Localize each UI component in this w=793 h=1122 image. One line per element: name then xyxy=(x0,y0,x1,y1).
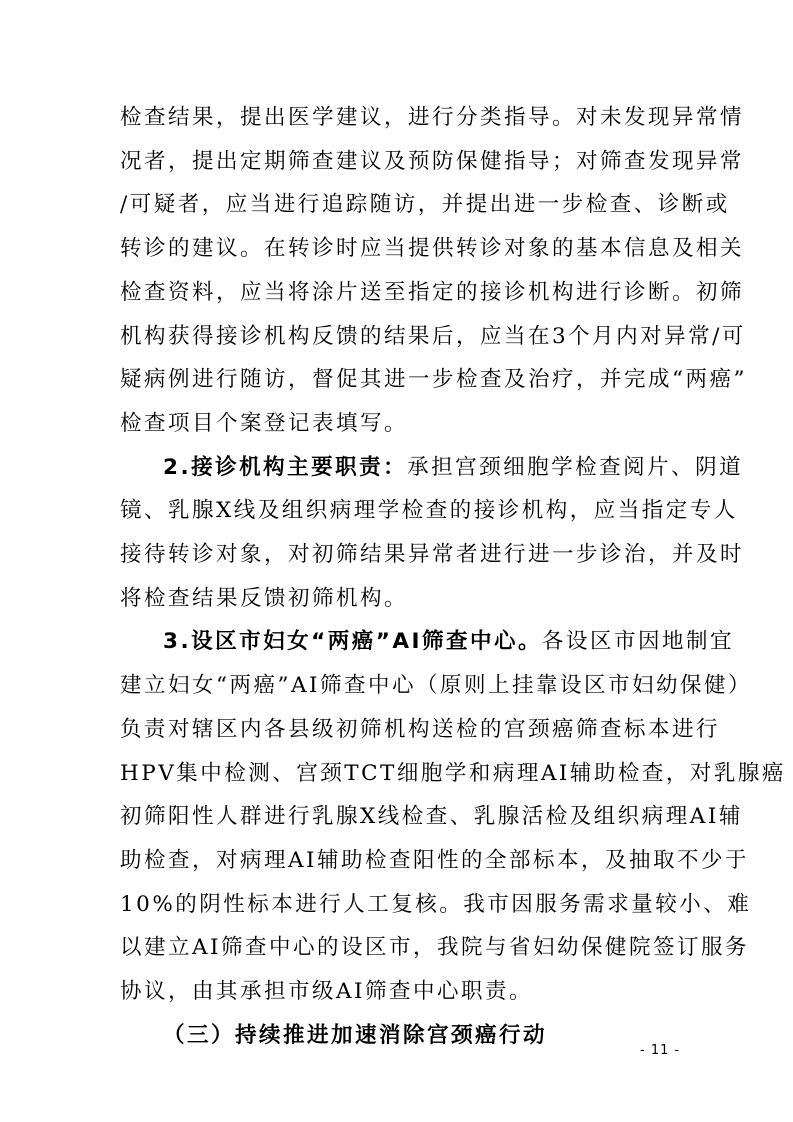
page-content xyxy=(120,96,786,1057)
paragraph-receiving-institution-duties xyxy=(120,446,745,621)
text-line xyxy=(120,446,744,490)
text-line: 协议，由其承担市级AI筛查中心职责。 xyxy=(120,979,534,1005)
text-line: 10%的阴性标本进行人工复核。我市因服务需求量较小、难 xyxy=(120,891,752,917)
text-line: 初筛阳性人群进行乳腺X线检查、乳腺活检及组织病理AI辅 xyxy=(120,804,743,830)
text-line: 况者，提出定期筛查建议及预防保健指导；对筛查发现异常 xyxy=(120,148,745,174)
page-number: - 11 - xyxy=(640,1043,681,1058)
text-line: 负责对辖区内各县级初筛机构送检的宫颈癌筛查标本进行 xyxy=(120,716,721,742)
text-line: 接待转诊对象，对初筛结果异常者进行进一步诊治，并及时 xyxy=(120,542,745,568)
text-line: 将检查结果反馈初筛机构。 xyxy=(120,585,409,611)
text-line: 转诊的建议。在转诊时应当提供转诊对象的基本信息及相关 xyxy=(120,236,745,262)
text-line: 机构获得接诊机构反馈的结果后，应当在3个月内对异常/可 xyxy=(120,323,746,349)
paragraph-ai-screening-center xyxy=(120,620,786,1013)
text-line: 助检查，对病理AI辅助检查阳性的全部标本，及抽取不少于 xyxy=(120,847,750,873)
text-line xyxy=(120,620,735,664)
text-line: 疑病例进行随访，督促其进一步检查及治疗，并完成“两癌” xyxy=(120,367,747,393)
paragraph-heading: 3.设区市妇女“两癌”AI筛查中心。 xyxy=(163,629,543,655)
text-line: 建立妇女“两癌”AI筛查中心（原则上挂靠设区市妇幼保健） xyxy=(120,673,753,699)
text-run: 承担宫颈细胞学检查阅片、阴道 xyxy=(407,454,744,480)
text-line: HPV集中检测、宫颈TCT细胞学和病理AI辅助检查，对乳腺癌 xyxy=(120,760,786,786)
text-line: 检查资料，应当将涂片送至指定的接诊机构进行诊断。初筛 xyxy=(120,279,745,305)
text-line: 镜、乳腺X线及组织病理学检查的接诊机构，应当指定专人 xyxy=(120,498,738,524)
text-line: 以建立AI筛查中心的设区市，我院与省妇幼保健院签订服务 xyxy=(120,935,750,961)
text-line: /可疑者，应当进行追踪随访，并提出进一步检查、诊断或 xyxy=(120,192,730,218)
paragraph-followup-guidance xyxy=(120,96,747,446)
text-run: 各设区市因地制宜 xyxy=(542,629,735,655)
text-line: 检查项目个案登记表填写。 xyxy=(120,410,409,436)
text-line: 检查结果，提出医学建议，进行分类指导。对未发现异常情 xyxy=(120,105,745,130)
paragraph-heading: 2.接诊机构主要职责： xyxy=(163,454,408,480)
section-heading: （三）持续推进加速消除宫颈癌行动 xyxy=(163,1022,548,1048)
